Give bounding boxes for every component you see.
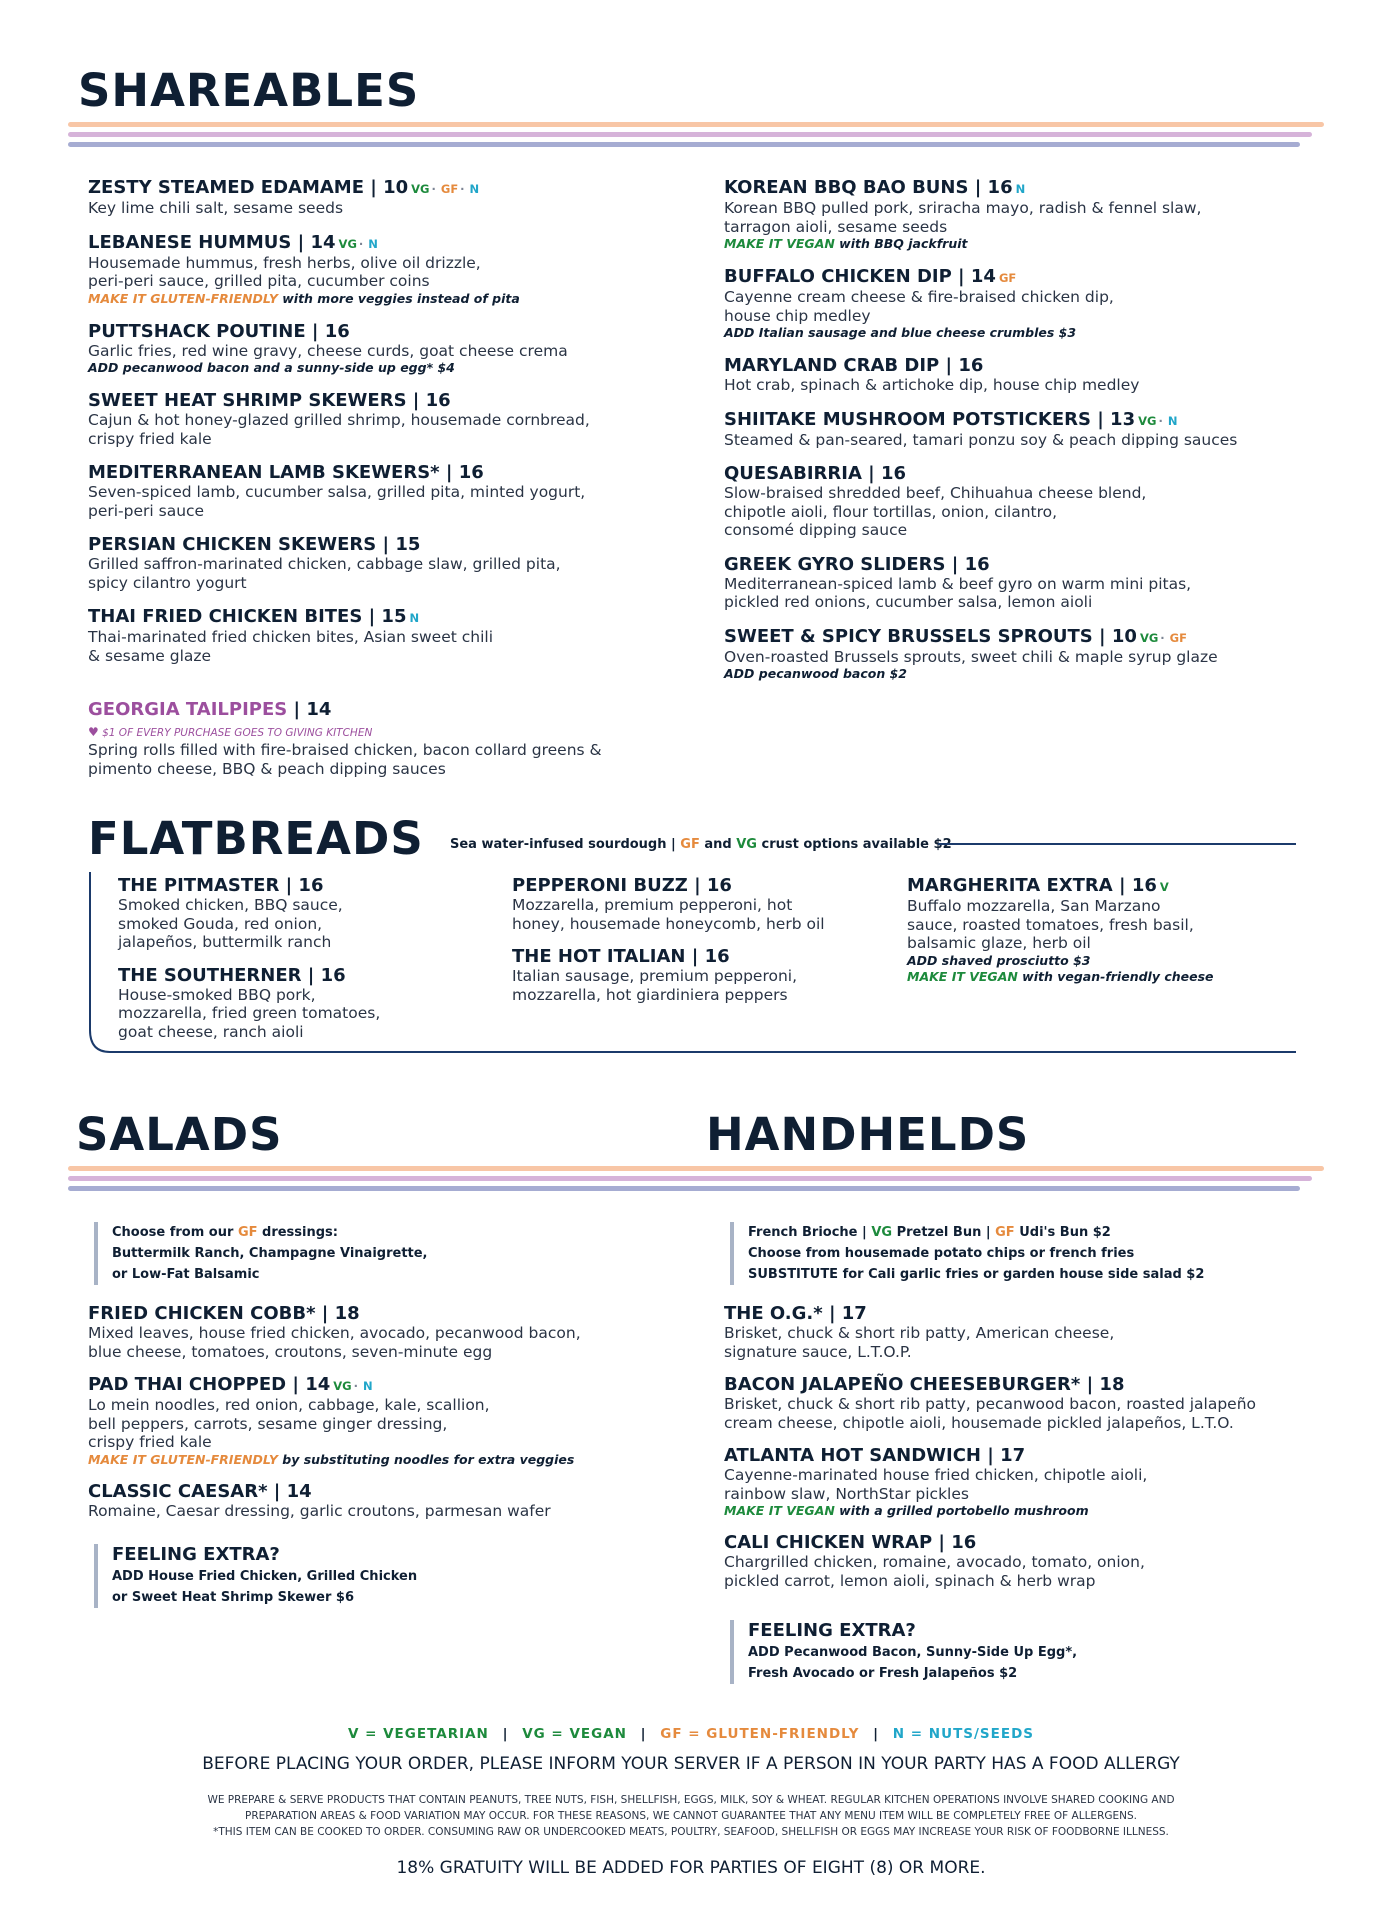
item-name: PERSIAN CHICKEN SKEWERS | 15 [88,534,421,555]
item-name: ZESTY STEAMED EDAMAME | 10 [88,177,409,198]
dietary-tag: N [1167,413,1178,428]
item-description: Mixed leaves, house fried chicken, avocado, pecanwood bacon, blue cheese, tomatoes, croutons, seven-minute egg [88,1324,581,1361]
item-description: Cayenne-marinated house fried chicken, chipotle aioli, rainbow slaw, NorthStar pickles [724,1466,1148,1503]
item-description: Garlic fries, red wine gravy, cheese curds, goat cheese crema [88,341,568,360]
legend-vegan: VG = VEGAN [522,1726,627,1742]
menu-item [907,876,1267,985]
dietary-tag: N [368,236,378,251]
shareables-title: SHAREABLES [78,64,420,117]
feeling-extra-line: or Sweet Heat Shrimp Skewer $6 [112,1590,355,1605]
feeling-extra-title: FEELING EXTRA? [748,1620,916,1641]
item-description: Housemade hummus, fresh herbs, olive oil drizzle, peri-peri sauce, grilled pita, cucumber coins [88,253,481,290]
item-description: Steamed & pan-seared, tamari ponzu soy & peach dipping sauces [724,430,1238,449]
menu-item [512,876,872,933]
dietary-tag: VG [338,236,357,251]
menu-item [724,178,1344,252]
item-description: Key lime chili salt, sesame seeds [88,199,344,217]
feeling-extra-line: ADD House Fried Chicken, Grilled Chicken [112,1569,418,1584]
item-description: Seven-spiced lamb, cucumber salsa, grilled pita, minted yogurt, peri-peri sauce [88,483,586,520]
flatbreads-column-2 [512,876,872,1018]
handhelds-feeling-extra [730,1620,1290,1684]
menu-item [724,555,1344,612]
menu-item [88,535,688,592]
item-addon: ADD Italian sausage and blue cheese crumbles $3 [724,325,1077,340]
item-addon: MAKE IT VEGAN with vegan-friendly cheese [907,968,1214,984]
item-name: THE O.G.* | 17 [724,1303,867,1324]
item-addon: MAKE IT GLUTEN-FRIENDLY by substituting noodles for extra veggies [88,1451,575,1467]
georgia-tailpipes-item [88,700,688,778]
flatbreads-column-1 [118,876,478,1055]
item-description: Italian sausage, premium pepperoni, mozzarella, hot giardiniera peppers [512,967,798,1004]
item-name: MEDITERRANEAN LAMB SKEWERS* | 16 [88,462,484,483]
item-addon: MAKE IT GLUTEN-FRIENDLY with more veggies instead of pita [88,290,520,306]
menu-item [88,178,688,218]
item-name: CLASSIC CAESAR* | 14 [88,1480,312,1502]
tag-separator: · [358,236,364,251]
menu-item [88,1482,688,1521]
menu-item [724,410,1344,450]
menu-item [724,356,1344,395]
item-description: Spring rolls filled with fire-braised chicken, bacon collard greens & pimento cheese, BBQ & peach dipping sauces [88,741,602,778]
item-name: THE PITMASTER | 16 [118,875,324,896]
handhelds-bun-note [730,1222,1330,1285]
item-name: MARGHERITA EXTRA | 16 [907,875,1157,896]
item-name: MARYLAND CRAB DIP | 16 [724,355,984,376]
item-description: Smoked chicken, BBQ sauce, smoked Gouda, red onion, jalapeños, buttermilk ranch [118,896,343,951]
legend-nuts-seeds: N = NUTS/SEEDS [892,1726,1035,1742]
dietary-tag: V [1159,880,1169,894]
flatbreads-crust-note: Sea water-infused sourdough | GF and VG crust options available $2 [450,837,952,852]
menu-item [724,1446,1344,1519]
item-name: PAD THAI CHOPPED | 14 [88,1374,331,1395]
bun-note-line: Choose from housemade potato chips or french fries [748,1246,1135,1261]
item-name: THE HOT ITALIAN | 16 [512,946,730,967]
menu-item [118,966,478,1042]
dietary-tag: VG [411,182,430,196]
item-name: BUFFALO CHICKEN DIP | 14 [724,266,996,287]
dietary-tag: VG [333,1379,352,1393]
item-name: PEPPERONI BUZZ | 16 [512,875,732,896]
shareables-right-column [724,178,1344,697]
item-description: Romaine, Caesar dressing, garlic croutons, parmesan wafer [88,1501,551,1520]
item-description: Chargrilled chicken, romaine, avocado, tomato, onion, pickled carrot, lemon aioli, spinach & herb wrap [724,1553,1145,1590]
legend-gluten-friendly: GF = GLUTEN-FRIENDLY [660,1726,860,1742]
item-name: FRIED CHICKEN COBB* | 18 [88,1303,360,1324]
handhelds-title: HANDHELDS [706,1108,1030,1161]
item-description: Mediterranean-spiced lamb & beef gyro on warm mini pitas, pickled red onions, cucumber salsa, lemon aioli [724,574,1192,611]
shareables-divider [68,122,1324,154]
dietary-tag: N [363,1379,373,1393]
dietary-tag: VG [1138,413,1157,428]
item-addon: ADD shaved prosciutto $3 [907,952,1091,968]
menu-item [88,1375,688,1468]
menu-item [724,627,1344,683]
menu-item [724,267,1344,341]
item-description: Brisket, chuck & short rib patty, American cheese, signature sauce, L.T.O.P. [724,1324,1115,1361]
allergen-disclaimer: WE PREPARE & SERVE PRODUCTS THAT CONTAIN PEANUTS, TREE NUTS, FISH, SHELLFISH, EGGS, MILK, SOY & WHEAT. REGULAR KITCHEN OPERATIONS INVOLVE SHARED COOKING AND PREPARATION AREAS & FOOD VARIATION MAY OCCUR. FOR THESE REASONS, WE CANNOT GUARANTEE THAT ANY MENU ITEM WILL BE COMPLETELY FREE OF ALLERGENS. *THIS ITEM CAN BE COOKED TO ORDER. CONSUMING RAW OR UNDERCOOKED MEATS, POULTRY, SEAFOOD, SHELLFISH OR EGGS MAY INCREASE YOUR RISK OF FOODBORNE ILLNESS. [207,1794,1175,1838]
tag-separator: · [1160,630,1165,645]
feeling-extra-title: FEELING EXTRA? [112,1544,280,1565]
item-description: Lo mein noodles, red onion, cabbage, kale, scallion, bell peppers, carrots, sesame ginger dressing, crispy fried kale [88,1396,490,1451]
dressing-note-line: Buttermilk Ranch, Champagne Vinaigrette, [112,1246,428,1261]
menu-item [88,322,688,377]
item-name: LEBANESE HUMMUS | 14 [88,231,336,253]
item-name: GREEK GYRO SLIDERS | 16 [724,553,990,575]
item-name: ATLANTA HOT SANDWICH | 17 [724,1445,1026,1466]
item-addon: MAKE IT VEGAN with a grilled portobello mushroom [724,1503,1089,1518]
dietary-tag: N [409,611,420,625]
dressing-note-line: or Low-Fat Balsamic [112,1267,260,1282]
bun-note-line: SUBSTITUTE for Cali garlic fries or garden house side salad $2 [748,1267,1205,1282]
shareables-left-column [88,178,688,680]
dietary-legend: V = VEGETARIAN | VG = VEGAN | GF = GLUTEN-FRIENDLY | N = NUTS/SEEDS [347,1726,1035,1742]
menu-item [88,1304,688,1361]
item-description: Thai-marinated fried chicken bites, Asian sweet chili & sesame glaze [88,628,494,665]
tag-separator: · [353,1379,358,1393]
flatbreads-column-3 [907,876,1267,999]
item-description: Slow-braised shredded beef, Chihuahua cheese blend, chipotle aioli, flour tortillas, onion, cilantro, consomé dipping sauce [724,484,1147,539]
menu-item [118,876,478,952]
bun-note-line: French Brioche | VG Pretzel Bun | GF Udi's Bun $2 [748,1225,1111,1240]
item-description: House-smoked BBQ pork, mozzarella, fried green tomatoes, goat cheese, ranch aioli [118,985,381,1041]
item-name: BACON JALAPEÑO CHEESEBURGER* | 18 [724,1374,1125,1395]
charity-note: $1 OF EVERY PURCHASE GOES TO GIVING KITCHEN [102,727,373,739]
item-description: Grilled saffron-marinated chicken, cabbage slaw, grilled pita, spicy cilantro yogurt [88,555,561,592]
item-name: THE SOUTHERNER | 16 [118,964,346,986]
item-name: CALI CHICKEN WRAP | 16 [724,1532,977,1553]
tag-separator: · [460,182,465,196]
menu-item [724,1375,1344,1432]
dietary-tag: VG [1139,630,1159,645]
salads-dressing-note [94,1222,614,1285]
item-description: Oven-roasted Brussels sprouts, sweet chili & maple syrup glaze [724,647,1218,666]
item-name: GEORGIA TAILPIPES [88,699,288,720]
dietary-tag: GF [1169,630,1187,645]
dietary-tag: N [469,182,480,196]
feeling-extra-line: Fresh Avocado or Fresh Jalapeños $2 [748,1666,1018,1681]
menu-item [88,607,688,665]
item-name: THAI FRIED CHICKEN BITES | 15 [88,606,407,627]
dietary-tag: GF [998,271,1017,285]
flatbreads-title: FLATBREADS [88,812,424,865]
item-name: SWEET HEAT SHRIMP SKEWERS | 16 [88,390,451,411]
item-name: PUTTSHACK POUTINE | 16 [88,320,350,342]
salads-handhelds-divider [68,1166,1324,1198]
item-name: QUESABIRRIA | 16 [724,463,907,484]
item-description: Brisket, chuck & short rib patty, pecanwood bacon, roasted jalapeño cream cheese, chipotle aioli, housemade pickled jalapeños, L.T.O. [724,1395,1257,1432]
item-description: Buffalo mozzarella, San Marzano sauce, roasted tomatoes, fresh basil, balsamic glaze, herb oil [907,897,1194,952]
tag-separator: · [1158,413,1163,428]
menu-item [88,463,688,520]
item-description: Korean BBQ pulled pork, sriracha mayo, radish & fennel slaw, tarragon aioli, sesame seeds [724,199,1202,236]
item-price: | 14 [287,699,332,720]
allergy-notice: BEFORE PLACING YOUR ORDER, PLEASE INFORM YOUR SERVER IF A PERSON IN YOUR PARTY HAS A FOOD ALLERGY [202,1754,1180,1774]
item-description: Cayenne cream cheese & fire-braised chicken dip, house chip medley [724,288,1114,325]
item-description: Mozzarella, premium pepperoni, hot honey, housemade honeycomb, herb oil [512,896,825,933]
dietary-tag: GF [440,182,459,196]
item-addon: ADD pecanwood bacon and a sunny-side up egg* $4 [88,360,455,375]
menu-item [512,947,872,1004]
item-description: Cajun & hot honey-glazed grilled shrimp, housemade cornbread, crispy fried kale [88,411,590,448]
menu-item [724,1304,1344,1361]
feeling-extra-line: ADD Pecanwood Bacon, Sunny-Side Up Egg*, [748,1645,1078,1660]
item-addon: ADD pecanwood bacon $2 [724,666,907,681]
item-description: Hot crab, spinach & artichoke dip, house chip medley [724,376,1140,394]
menu-item [88,233,688,307]
dressing-note-line: Choose from our GF dressings: [112,1225,338,1240]
salads-title: SALADS [76,1108,283,1161]
gratuity-notice: 18% GRATUITY WILL BE ADDED FOR PARTIES OF EIGHT (8) OR MORE. [396,1858,986,1878]
item-name: SHIITAKE MUSHROOM POTSTICKERS | 13 [724,408,1136,430]
menu-item [724,464,1344,540]
item-name: KOREAN BBQ BAO BUNS | 16 [724,177,1013,198]
menu-item [88,391,688,448]
salads-feeling-extra [94,1544,614,1608]
tag-separator: · [431,182,436,196]
dietary-tag: N [1015,182,1026,196]
heart-icon: ♥ [88,725,99,739]
item-name: SWEET & SPICY BRUSSELS SPROUTS | 10 [724,625,1137,647]
salads-items [88,1304,688,1534]
handhelds-items [724,1304,1344,1604]
item-addon: MAKE IT VEGAN with BBQ jackfruit [724,236,968,251]
menu-item [724,1533,1344,1590]
legend-vegetarian: V = VEGETARIAN [347,1726,489,1742]
